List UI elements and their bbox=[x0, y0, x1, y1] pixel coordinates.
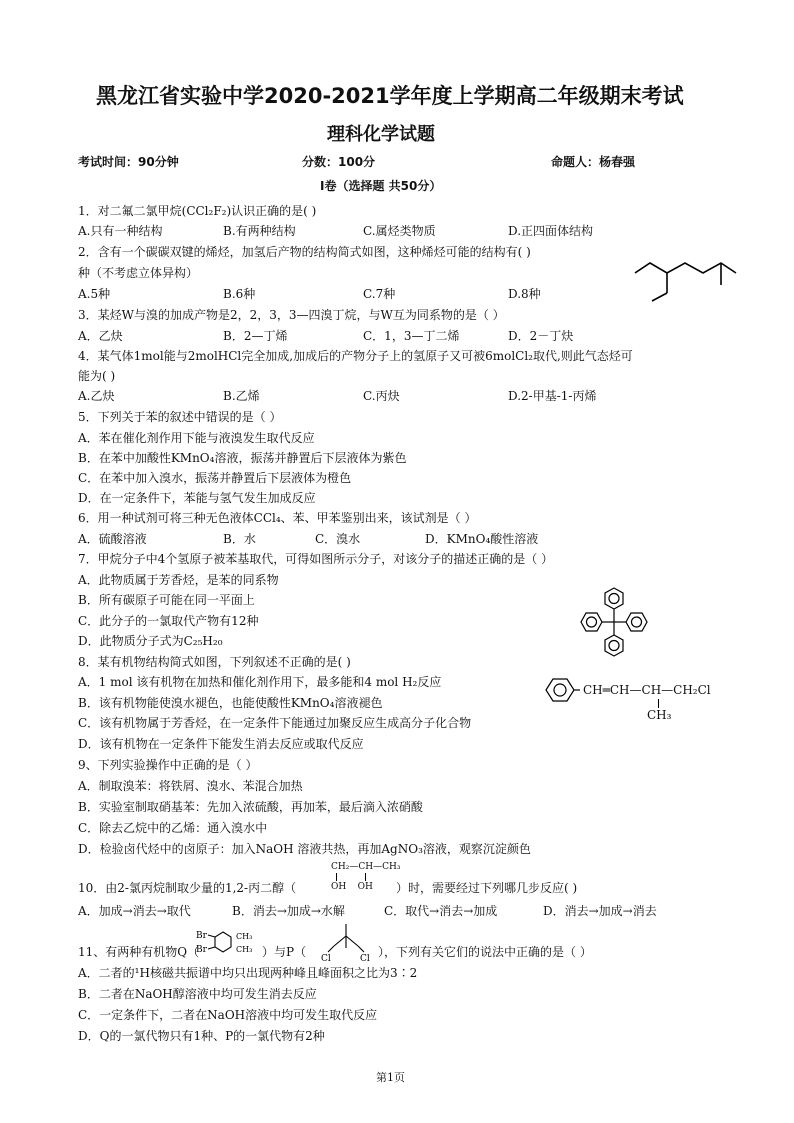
q10-structure-bonds bbox=[336, 873, 366, 881]
q3-option-d: D．2－丁炔 bbox=[508, 329, 574, 343]
q3-stem: 3．某烃W与溴的加成产物是2，2，3，3—四溴丁烷，与W互为同系物的是（ ） bbox=[78, 308, 505, 322]
q10-structure-top: CH₂—CH—CH₃ bbox=[331, 862, 401, 872]
q7-option-b: B．所有碳原子可能在同一平面上 bbox=[78, 593, 255, 607]
q11-q-br-bottom: Br bbox=[196, 945, 207, 955]
q2-stem-cont: 种（不考虑立体异构） bbox=[78, 266, 199, 280]
page-subtitle: 理科化学试题 bbox=[327, 124, 435, 145]
q6-option-d: D．KMnO₄酸性溶液 bbox=[425, 532, 539, 546]
q8-option-d: D．该有机物在一定条件下能发生消去反应或取代反应 bbox=[78, 737, 364, 751]
q10-structure-bottom: OH OH bbox=[331, 882, 373, 892]
q6-option-c: C．溴水 bbox=[315, 532, 361, 546]
q8-structure-branch: CH₃ bbox=[647, 708, 672, 722]
q10-option-a: A．加成→消去→取代 bbox=[78, 904, 191, 918]
q10-option-b: B．消去→加成→水解 bbox=[232, 904, 345, 918]
q9-option-b: B．实验室制取硝基苯：先加入浓硫酸，再加苯，最后滴入浓硝酸 bbox=[78, 800, 423, 814]
q1-option-c: C.属烃类物质 bbox=[363, 224, 436, 238]
q5-option-c: C．在苯中加入溴水，振荡并静置后下层液体为橙色 bbox=[78, 471, 352, 485]
q3-option-b: B．2—丁烯 bbox=[223, 329, 288, 343]
q7-option-d: D．此物质分子式为C₂₅H₂₀ bbox=[78, 634, 223, 648]
q11-option-c: C．一定条件下，二者在NaOH溶液中均可发生取代反应 bbox=[78, 1008, 378, 1022]
q11-stem-mid: ）与P（ bbox=[262, 945, 307, 959]
q6-option-b: B．水 bbox=[223, 532, 256, 546]
q10-option-d: D．消去→加成→消去 bbox=[543, 904, 657, 918]
q7-stem: 7．甲烷分子中4个氢原子被苯基取代，可得如图所示分子，对该分子的描述正确的是（ ） bbox=[78, 552, 554, 566]
q4-option-c: C.丙炔 bbox=[363, 389, 400, 403]
q3-option-c: C．1，3—丁二烯 bbox=[363, 329, 460, 343]
q2-option-d: D.8种 bbox=[508, 287, 541, 301]
q10-stem-end: ）时，需要经过下列哪几步反应( ) bbox=[396, 881, 578, 895]
q5-option-a: A．苯在催化剂作用下能与液溴发生取代反应 bbox=[78, 431, 315, 445]
q11-q-ch3-top: CH₃ bbox=[236, 932, 253, 941]
q3-option-a: A．乙炔 bbox=[78, 329, 123, 343]
q8-option-a: A．1 mol 该有机物在加热和催化剂作用下，最多能和4 mol H₂反应 bbox=[78, 675, 442, 689]
q7-option-c: C．此分子的一氯取代产物有12种 bbox=[78, 614, 259, 628]
q1-option-d: D.正四面体结构 bbox=[508, 224, 594, 238]
q11-option-d: D．Q的一氯代物只有1种、P的一氯代物有2种 bbox=[78, 1029, 325, 1043]
q11-p-cl-left: Cl bbox=[321, 954, 331, 964]
q6-stem: 6．用一种试剂可将三种无色液体CCl₄、苯、甲苯鉴别出来，该试剂是（ ） bbox=[78, 511, 477, 525]
q11-option-b: B．二者在NaOH醇溶液中均可发生消去反应 bbox=[78, 987, 317, 1001]
q2-stem: 2．含有一个碳碳双键的烯烃，加氢后产物的结构简式如图，这种烯烃可能的结构有( ) bbox=[78, 245, 531, 259]
q4-option-a: A.乙炔 bbox=[78, 389, 115, 403]
page-title: 黑龙江省实验中学2020-2021学年度上学期高二年级期末考试 bbox=[96, 84, 684, 108]
q2-option-a: A.5种 bbox=[78, 287, 111, 301]
q5-option-b: B．在苯中加酸性KMnO₄溶液，振荡并静置后下层液体为紫色 bbox=[78, 451, 407, 465]
q8-option-b: B．该有机物能使溴水褪色，也能使酸性KMnO₄溶液褪色 bbox=[78, 696, 383, 710]
q4-stem: 4．某气体1mol能与2molHCl完全加成,加成后的产物分子上的氢原子又可被6molCl₂取代,则此气态烃可 bbox=[78, 349, 633, 363]
q11-q-structure bbox=[196, 926, 258, 968]
q11-q-br-top: Br bbox=[196, 931, 207, 941]
q11-q-ch3-bottom: CH₃ bbox=[236, 945, 253, 954]
q11-p-structure bbox=[318, 920, 374, 964]
q9-stem: 9、下列实验操作中正确的是（ ） bbox=[78, 758, 258, 772]
q11-stem-start: 11、有两种有机物Q（ bbox=[78, 945, 200, 959]
q9-option-d: D．检验卤代烃中的卤原子：加入NaOH 溶液共热，再加AgNO₃溶液，观察沉淀颜色 bbox=[78, 842, 531, 856]
q5-option-d: D．在一定条件下，苯能与氢气发生加成反应 bbox=[78, 491, 316, 505]
q1-stem: 1．对二氟二氯甲烷(CCl₂F₂)认识正确的是( ) bbox=[78, 204, 317, 218]
q1-option-b: B.有两种结构 bbox=[223, 224, 296, 238]
page-number: 第1页 bbox=[376, 1071, 405, 1084]
q2-skeletal-structure bbox=[630, 255, 740, 303]
q1-option-a: A.只有一种结构 bbox=[78, 224, 163, 238]
q8-option-c: C．该有机物属于芳香烃，在一定条件下能通过加聚反应生成高分子化合物 bbox=[78, 716, 472, 730]
q10-option-c: C．取代→消去→加成 bbox=[384, 904, 498, 918]
section-heading: I卷（选择题 共50分） bbox=[320, 179, 442, 193]
exam-time: 考试时间：90分钟 bbox=[78, 155, 179, 169]
q5-stem: 5．下列关于苯的叙述中错误的是（ ） bbox=[78, 410, 282, 424]
q8-stem: 8．某有机物结构简式如图，下列叙述不正确的是( ) bbox=[78, 655, 351, 669]
q8-structure-main-chain: CH═CH—CH—CH₂Cl bbox=[583, 683, 711, 697]
q4-option-d: D.2-甲基-1-丙烯 bbox=[508, 389, 597, 403]
q10-stem-start: 10．由2-氯丙烷制取少量的1,2-丙二醇（ bbox=[78, 881, 297, 895]
q7-option-a: A．此物质属于芳香烃，是苯的同系物 bbox=[78, 573, 279, 587]
q4-stem-cont: 能为( ) bbox=[78, 369, 116, 383]
q9-option-a: A．制取溴苯：将铁屑、溴水、苯混合加热 bbox=[78, 779, 303, 793]
q7-tetraphenylmethane-structure bbox=[572, 582, 656, 662]
q4-option-b: B.乙烯 bbox=[223, 389, 260, 403]
exam-score: 分数：100分 bbox=[302, 155, 376, 169]
q2-option-b: B.6种 bbox=[223, 287, 256, 301]
q9-option-c: C．除去乙烷中的乙烯：通入溴水中 bbox=[78, 821, 268, 835]
exam-author: 命题人：杨春强 bbox=[551, 155, 636, 169]
q11-stem-end: ），下列有关它们的说法中正确的是（ ） bbox=[378, 945, 592, 959]
q6-option-a: A．硫酸溶液 bbox=[78, 532, 147, 546]
q11-p-cl-right: Cl bbox=[360, 954, 370, 964]
q2-option-c: C.7种 bbox=[363, 287, 396, 301]
q8-benzene-ring-icon bbox=[540, 674, 580, 706]
q11-option-a: A．二者的¹H核磁共振谱中均只出现两种峰且峰面积之比为3∶2 bbox=[78, 966, 418, 980]
